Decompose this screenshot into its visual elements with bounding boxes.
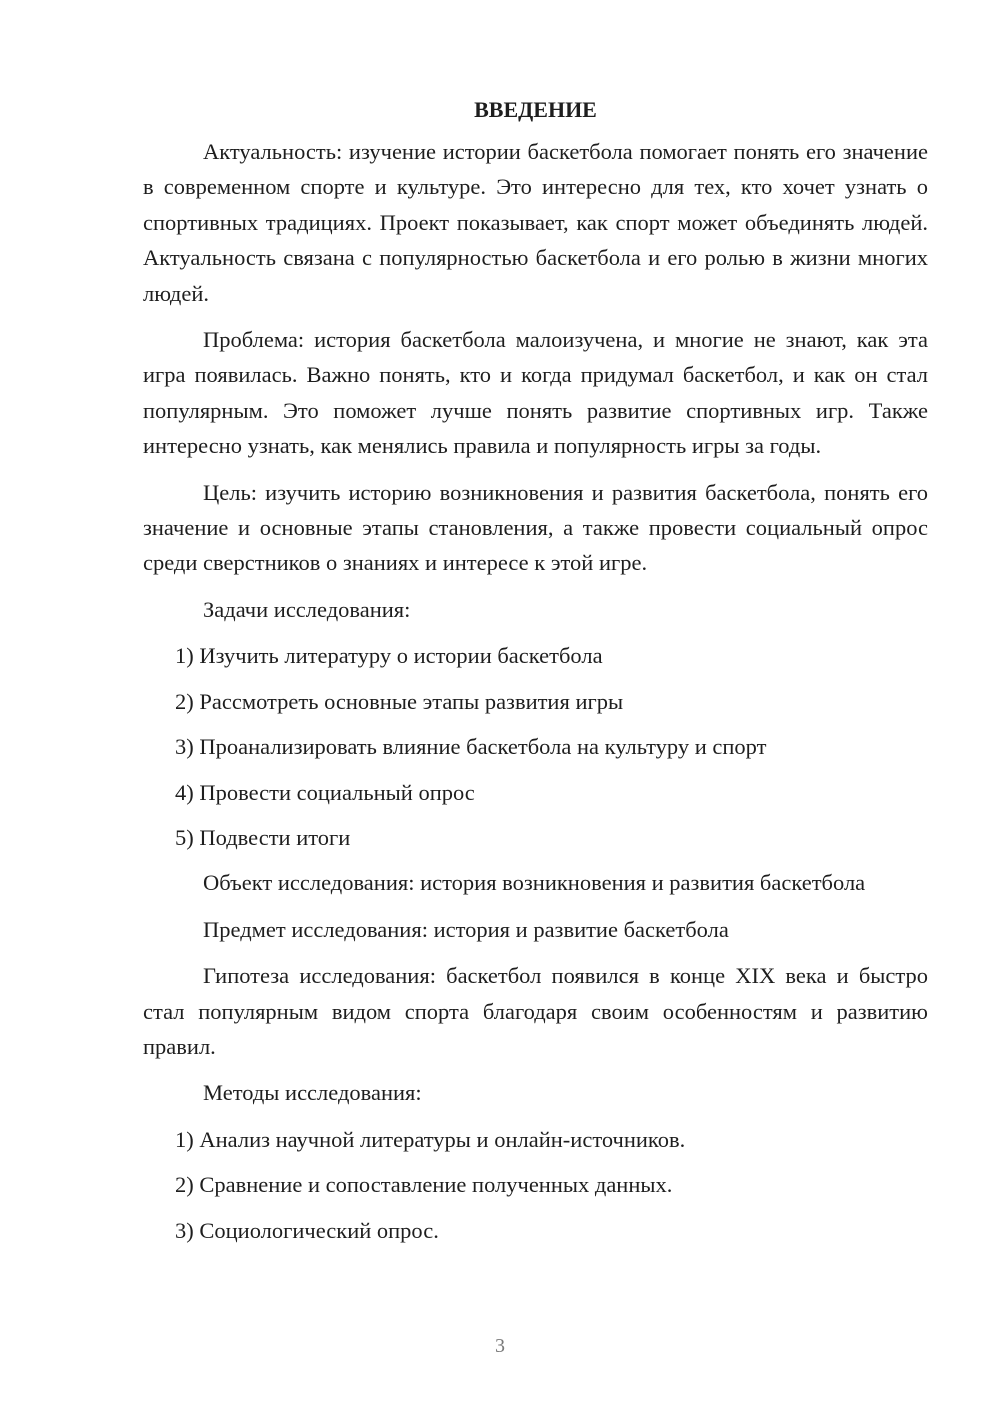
list-item: 3) Социологический опрос. <box>175 1217 439 1243</box>
list-item: 2) Сравнение и сопоставление полученных данных. <box>175 1172 673 1198</box>
paragraph-problem: Проблема: история баскетбола малоизучена, и многие не знают, как эта игра появилась. Важно понять, кто и когда придумал баскетбол, и как он стал популярным. Это поможет лучше понять развитие спортивных игр. Также интересно узнать, как менялись правила и популярность игры за годы. <box>143 327 928 459</box>
list-item: 4) Провести социальный опрос <box>175 779 475 805</box>
paragraph-hypothesis: Гипотеза исследования: баскетбол появился в конце XIX века и быстро стал популярным видом спорта благодаря своим особенностям и развитию правил. <box>143 963 928 1059</box>
page-number: 3 <box>495 1335 505 1357</box>
list-item: 1) Изучить литературу о истории баскетбола <box>175 643 603 669</box>
paragraph-object: Объект исследования: история возникновения и развития баскетбола <box>203 870 866 896</box>
list-item: 3) Проанализировать влияние баскетбола на культуру и спорт <box>175 734 767 760</box>
list-item: 1) Анализ научной литературы и онлайн-источников. <box>175 1126 686 1152</box>
list-item: 5) Подвести итоги <box>175 824 351 850</box>
tasks-list <box>143 638 928 855</box>
paragraph-subject: Предмет исследования: история и развитие баскетбола <box>203 916 729 942</box>
document-page <box>143 92 928 1258</box>
methods-heading: Методы исследования: <box>203 1080 422 1106</box>
tasks-heading: Задачи исследования: <box>203 596 411 622</box>
page-title: ВВЕДЕНИЕ <box>474 97 597 122</box>
paragraph-relevance: Актуальность: изучение истории баскетбола помогает понять его значение в современном спорте и культуре. Это интересно для тех, кто хочет узнать о спортивных традициях. Проект показывает, как спорт может объединять людей. Актуальность связана с популярностью баскетбола и его ролью в жизни многих людей. <box>143 139 928 306</box>
paragraph-goal: Цель: изучить историю возникновения и развития баскетбола, понять его значение и основные этапы становления, а также провести социальный опрос среди сверстников о знаниях и интересе к этой игре. <box>143 479 928 576</box>
methods-list <box>143 1122 928 1248</box>
list-item: 2) Рассмотреть основные этапы развития игры <box>175 688 624 714</box>
